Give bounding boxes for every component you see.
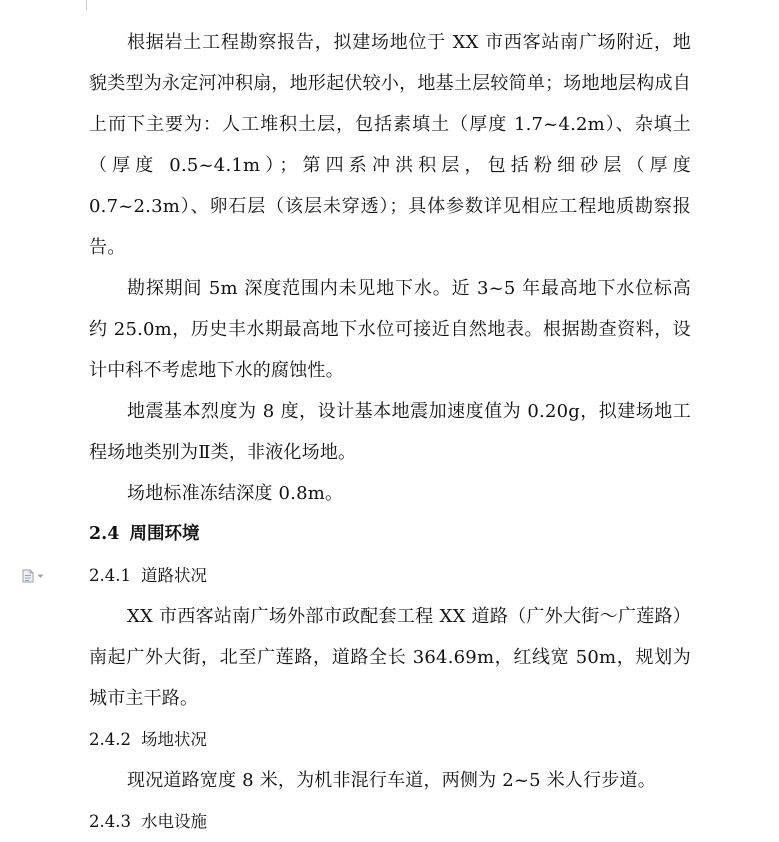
subsection-heading-2-4-2 xyxy=(89,719,691,760)
subsection-title: 场地状况 xyxy=(140,730,207,749)
subsection-title: 道路状况 xyxy=(140,566,207,585)
section-title: 周围环境 xyxy=(129,524,200,544)
chevron-down-icon xyxy=(37,574,44,579)
subsection-number: 2.4.3 xyxy=(89,812,131,831)
paragraph-frost-depth: 场地标准冻结深度 0.8m。 xyxy=(127,483,344,504)
subsection-number: 2.4.1 xyxy=(89,566,131,585)
paragraph-site-status: 现况道路宽度 8 米，为机非混行车道，两侧为 2~5 米人行步道。 xyxy=(127,770,656,791)
paragraph-handle[interactable] xyxy=(22,568,48,584)
subsection-title: 水电设施 xyxy=(140,812,207,831)
document-icon xyxy=(22,569,34,583)
subsection-number: 2.4.2 xyxy=(89,730,131,749)
subsection-heading-2-4-3 xyxy=(89,801,691,842)
section-heading-2-4 xyxy=(89,514,691,555)
subsection-heading-2-4-1 xyxy=(89,555,691,596)
document-page xyxy=(89,22,691,842)
section-number: 2.4 xyxy=(89,524,120,544)
paragraph-seismic: 地震基本烈度为 8 度，设计基本地震加速度值为 0.20g，拟建场地工程场地类别为Ⅱ类，非液化场地。 xyxy=(89,401,691,463)
paragraph-geology: 根据岩土工程勘察报告，拟建场地位于 XX 市西客站南广场附近，地貌类型为永定河冲积扇，地形起伏较小，地基土层较简单；场地地层构成自上而下主要为：人工堆积土层，包括素填土（厚度 1.7~4.2m）、杂填土（厚度 0.5~4.1m）；第四系冲洪积层，包括粉细砂层（厚度 0.7~2.3m）、卵石层（该层未穿透）；具体参数详见相应工程地质勘察报告。 xyxy=(89,32,691,258)
paragraph-road-status: XX 市西客站南广场外部市政配套工程 XX 道路（广外大街～广莲路）南起广外大街，北至广莲路，道路全长 364.69m，红线宽 50m，规划为城市主干路。 xyxy=(89,606,691,709)
page-corner-mark xyxy=(80,0,87,10)
paragraph-groundwater: 勘探期间 5m 深度范围内未见地下水。近 3~5 年最高地下水位标高约 25.0m，历史丰水期最高地下水位可接近自然地表。根据勘查资料，设计中科不考虑地下水的腐蚀性。 xyxy=(89,278,691,381)
